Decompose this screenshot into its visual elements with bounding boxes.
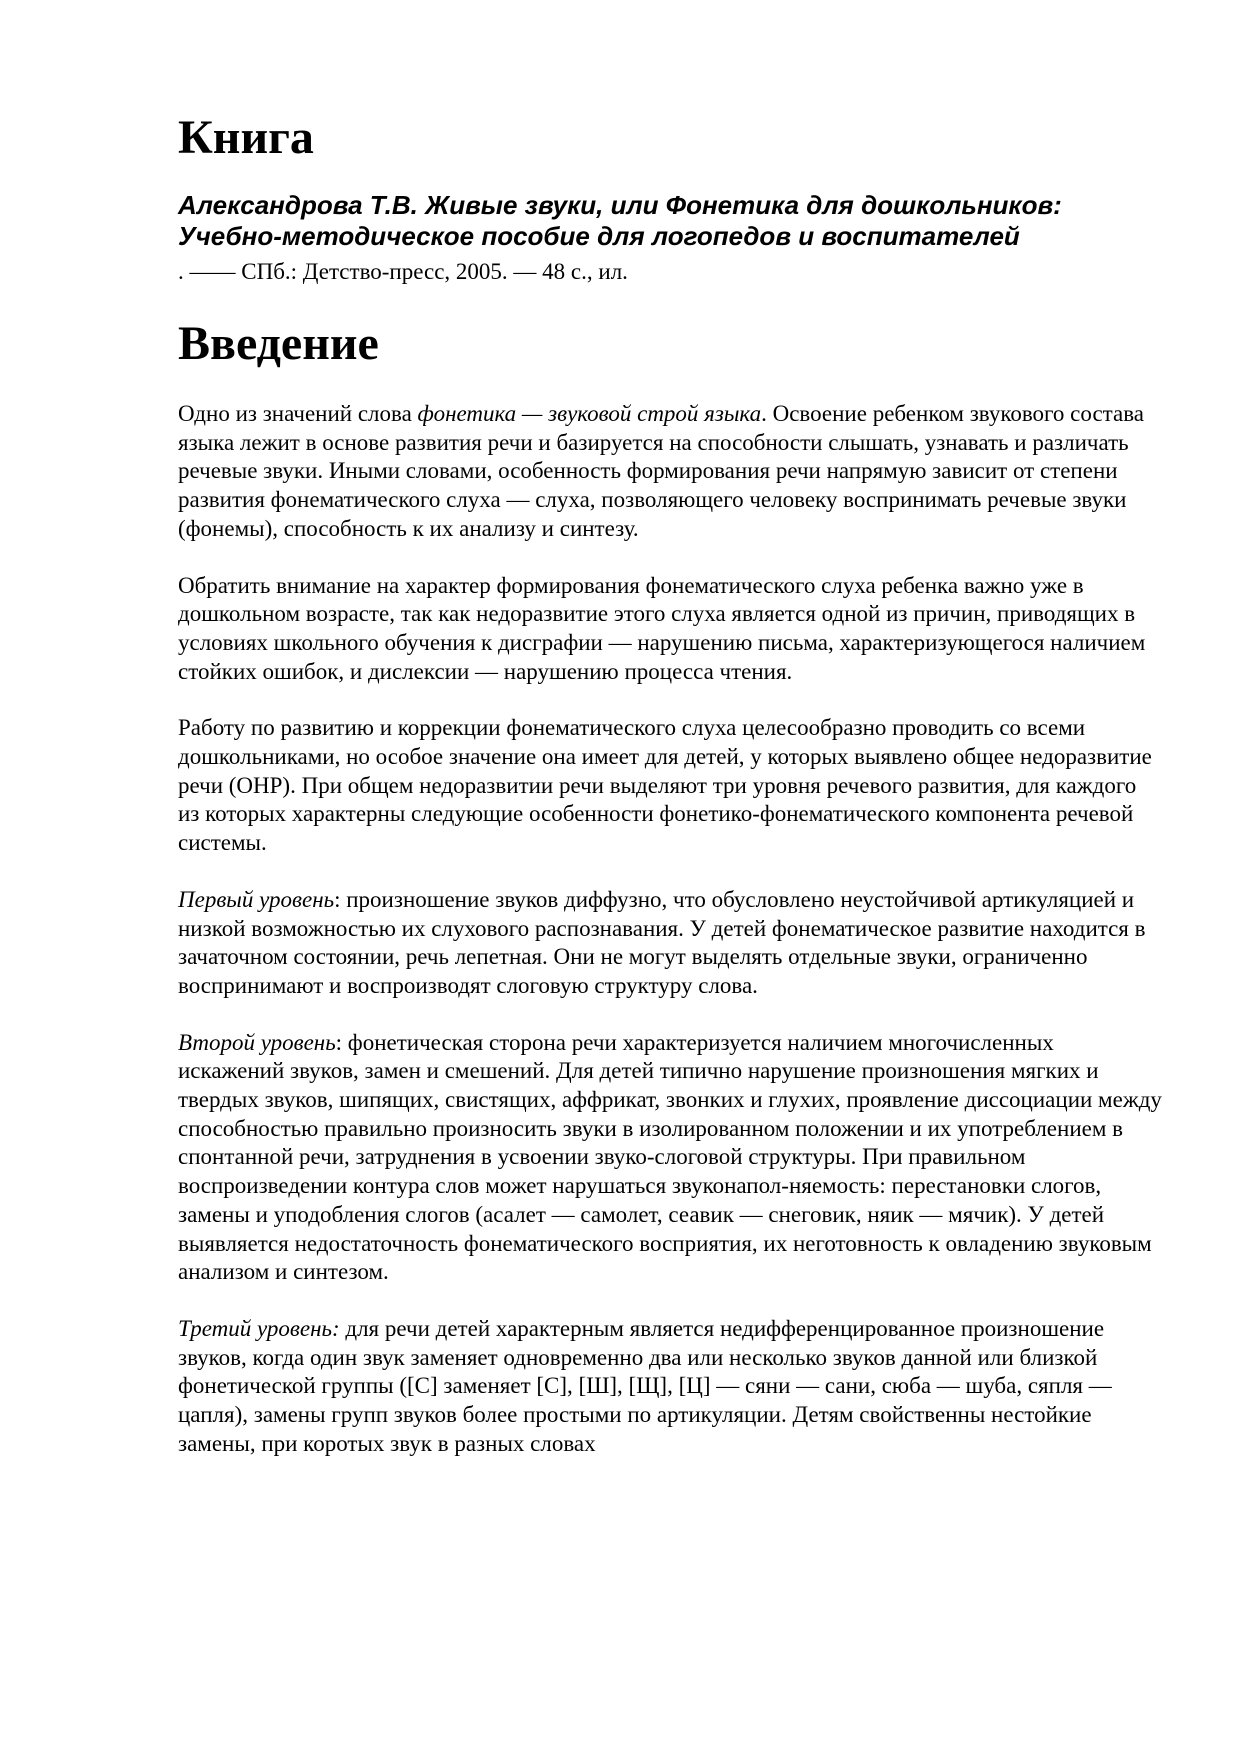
- paragraph-1: [178, 400, 1163, 544]
- paragraph-3: Работу по развитию и коррекции фонематического слуха целесообразно проводить со всеми дошкольниками, но особое значение она имеет для детей, у которых выявлено общее недоразвитие речи (ОНР). При общем недоразвитии речи выделяют три уровня речевого развития, для каждого из которых характерны следующие особенности фонетико-фонематического компонента речевой системы.: [178, 715, 1152, 856]
- level-3-label: Третий уровень:: [178, 1315, 340, 1341]
- paragraph-level-1: [178, 886, 1163, 1001]
- level-2-label: Второй уровень: [178, 1029, 336, 1055]
- paragraph-level-3: [178, 1315, 1163, 1459]
- book-title: Александрова Т.В. Живые звуки, или Фонетика для дошкольников: Учебно-методическое пособие для логопедов и воспитателей: [178, 190, 1062, 251]
- level-1-text: : произношение звуков диффузно, что обусловлено неустойчивой артикуляцией и низкой возможностью их слухового распознавания. У детей фонематическое развитие находится в зачаточном состоянии, речь лепетная. Они не могут выделять отдельные звуки, ограниченно воспринимают и воспроизводят слоговую структуру слова.: [178, 886, 1146, 998]
- level-2-text: : фонетическая сторона речи характеризуется наличием многочисленных искажений звуков, замен и смешений. Для детей типично нарушение произношения мягких и твердых звуков, шипящих, свистящих, аффрикат, звонких и глухих, проявление диссоциации между способностью правильно произносить звуки в изолированном положении и их употреблением в спонтанной речи, затруднения в усвоении звуко-слоговой структуры. При правильном воспроизведении контура слов может нарушаться звуконапол-няемость: перестановки слогов, замены и уподобления слогов (асалет — самолет, сеавик — снеговик, няик — мячик). У детей выявляется недостаточность фонематического восприятия, их неготовность к овладению звуковым анализом и синтезом.: [178, 1029, 1162, 1285]
- paragraph-1-emphasis: фонетика — звуковой строй языка: [417, 401, 762, 426]
- book-heading: Книга: [178, 111, 314, 164]
- paragraph-1-start: Одно из значений слова: [178, 401, 418, 426]
- document-page: [178, 110, 1163, 1487]
- paragraph-level-2: [178, 1029, 1163, 1287]
- paragraph-1-rest: . Освоение ребенком звукового состава языка лежит в основе развития речи и базируется на способности слышать, узнавать и различать речевые звуки. Иными словами, особенность формирования речи напрямую зависит от степени развития фонематического слуха — слуха, позволяющего человеку воспринимать речевые звуки (фонемы), способность к их анализу и синтезу.: [178, 401, 1144, 541]
- level-3-text: для речи детей характерным является недифференцированное произношение звуков, когда один звук заменяет одновременно два или несколько звуков данной или близкой фонетической группы ([С] заменяет [С], [Ш], [Щ], [Ц] — сяни — сани, сюба — шуба, сяпля — цапля), замены групп звуков более простыми по артикуляции. Детям свойственны нестойкие замены, при коротых звук в разных словах: [178, 1315, 1112, 1456]
- book-publication-info: . —— СПб.: Детство-пресс, 2005. — 48 с., ил.: [178, 259, 628, 284]
- level-1-label: Первый уровень: [178, 886, 335, 912]
- paragraph-2: Обратить внимание на характер формирования фонематического слуха ребенка важно уже в дошкольном возрасте, так как недоразвитие этого слуха является одной из причин, приводящих в условиях школьного обучения к дисграфии — нарушению письма, характеризующегося наличием стойких ошибок, и дислексии — нарушению процесса чтения.: [178, 572, 1146, 684]
- intro-heading: Введение: [178, 317, 379, 370]
